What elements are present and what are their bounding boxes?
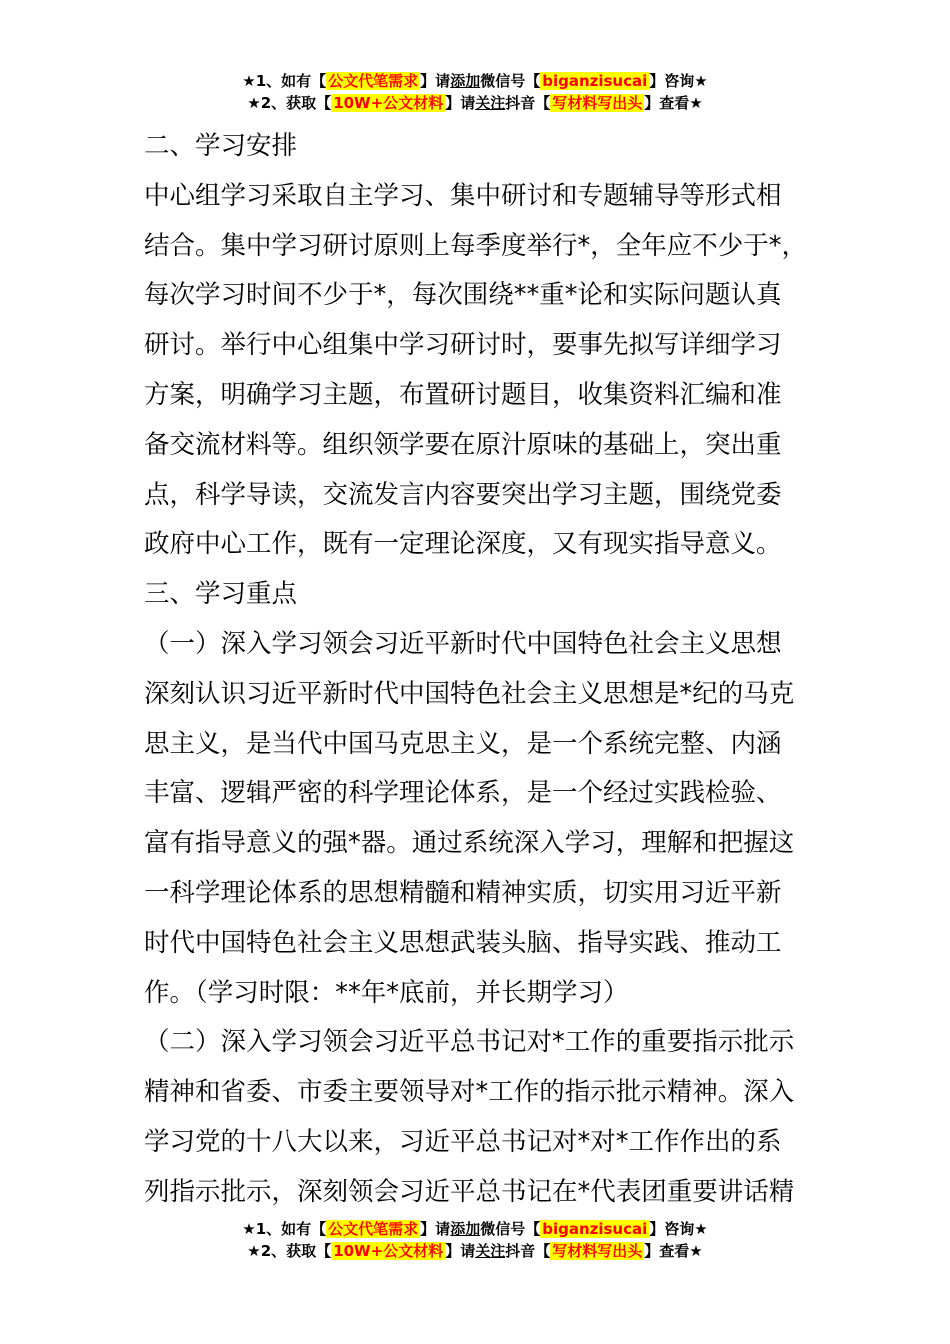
banner-text: ★2、获取【 <box>247 94 332 112</box>
banner-underlined: 关注 <box>475 1242 506 1260</box>
banner-underlined: 添加 <box>450 1220 481 1238</box>
text-line: （二）深入学习领会习近平总书记对*工作的重要指示批示 <box>144 1027 795 1058</box>
banner-line-1 <box>0 70 950 92</box>
text-line: 方案，明确学习主题，布置研讨题目，收集资料汇编和准 <box>144 379 782 410</box>
text-line: 富有指导意义的强*器。通过系统深入学习，理解和把握这 <box>144 828 795 859</box>
banner-underlined: 关注 <box>475 94 506 112</box>
banner-underlined: 添加 <box>450 72 481 90</box>
banner-text: 】请 <box>445 94 476 112</box>
text-line: 三、学习重点 <box>144 579 298 610</box>
banner-highlight: biganzisucai <box>542 72 648 90</box>
text-line: 思主义，是当代中国马克思主义，是一个系统完整、内涵 <box>144 728 782 759</box>
header-banner <box>0 70 950 114</box>
text-line: 时代中国特色社会主义思想武装头脑、指导实践、推动工 <box>144 927 782 958</box>
text-line: 丰富、逻辑严密的科学理论体系，是一个经过实践检验、 <box>144 778 782 809</box>
document-body <box>144 122 824 1218</box>
banner-highlight: 写材料写出头 <box>552 94 643 112</box>
text-line: 政府中心工作，既有一定理论深度，又有现实指导意义。 <box>144 529 782 560</box>
banner-text: 抖音【 <box>505 1242 551 1260</box>
banner-text: 】查看★ <box>644 1242 703 1260</box>
text-line: 列指示批示，深刻领会习近平总书记在*代表团重要讲话精 <box>144 1176 795 1207</box>
text-line: 作。（学习时限：**年*底前，并长期学习） <box>144 977 629 1008</box>
banner-line-1 <box>0 1218 950 1240</box>
banner-text: 】请 <box>420 1220 451 1238</box>
text-line: 结合。集中学习研讨原则上每季度举行*，全年应不少于*， <box>144 230 808 261</box>
text-line: （一）深入学习领会习近平新时代中国特色社会主义思想 <box>144 628 782 659</box>
banner-highlight: 10W+公文材料 <box>333 94 444 112</box>
banner-text: 】请 <box>445 1242 476 1260</box>
banner-text: ★1、如有【 <box>242 1220 327 1238</box>
text-line: 深刻认识习近平新时代中国特色社会主义思想是*纪的马克 <box>144 678 795 709</box>
banner-highlight: biganzisucai <box>542 1220 648 1238</box>
banner-highlight: 写材料写出头 <box>552 1242 643 1260</box>
banner-highlight: 公文代笔需求 <box>328 1220 419 1238</box>
banner-line-2 <box>0 92 950 114</box>
footer-banner <box>0 1218 950 1262</box>
banner-highlight: 10W+公文材料 <box>333 1242 444 1260</box>
text-line: 备交流材料等。组织领学要在原汁原味的基础上，突出重 <box>144 429 782 460</box>
text-line: 精神和省委、市委主要领导对*工作的指示批示精神。深入 <box>144 1077 795 1108</box>
text-line: 研讨。举行中心组集中学习研讨时，要事先拟写详细学习 <box>144 330 782 361</box>
banner-text: 】咨询★ <box>649 1220 708 1238</box>
banner-highlight: 公文代笔需求 <box>328 72 419 90</box>
text-line: 每次学习时间不少于*，每次围绕**重*论和实际问题认真 <box>144 280 782 311</box>
text-line: 中心组学习采取自主学习、集中研讨和专题辅导等形式相 <box>144 180 782 211</box>
banner-text: 】咨询★ <box>649 72 708 90</box>
banner-text: ★1、如有【 <box>242 72 327 90</box>
banner-line-2 <box>0 1240 950 1262</box>
banner-text: 微信号【 <box>480 72 541 90</box>
banner-text: 微信号【 <box>480 1220 541 1238</box>
banner-text: ★2、获取【 <box>247 1242 332 1260</box>
banner-text: 】查看★ <box>644 94 703 112</box>
banner-text: 】请 <box>420 72 451 90</box>
banner-text: 抖音【 <box>505 94 551 112</box>
text-line: 一科学理论体系的思想精髓和精神实质，切实用习近平新 <box>144 877 782 908</box>
text-line: 点，科学导读，交流发言内容要突出学习主题，围绕党委 <box>144 479 782 510</box>
text-line: 二、学习安排 <box>144 131 298 161</box>
text-line: 学习党的十八大以来，习近平总书记对*对*工作作出的系 <box>144 1126 782 1157</box>
